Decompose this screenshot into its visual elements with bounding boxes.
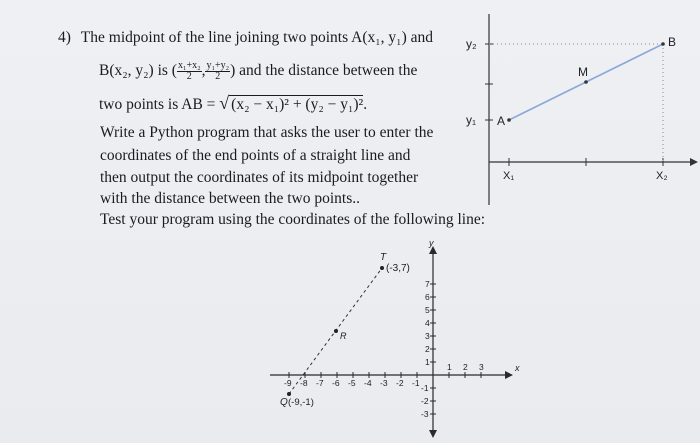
fraction-denominator: 2 bbox=[215, 70, 221, 82]
problem-line-2-suffix: ) and the distance between the bbox=[230, 62, 418, 79]
x-tick-label: -4 bbox=[364, 378, 372, 388]
fraction-denominator: 2 bbox=[186, 70, 192, 82]
distance-period: . bbox=[363, 96, 368, 113]
y-tick-group bbox=[421, 279, 436, 419]
distance-radicand: (x₂ − x₁)² + (y₂ − y₁)² bbox=[231, 96, 364, 113]
coordinate-plane bbox=[270, 238, 520, 438]
x-tick-label: -8 bbox=[300, 378, 308, 388]
point-m-label: M bbox=[578, 65, 588, 79]
x-tick-label: -5 bbox=[348, 378, 356, 388]
point-r-label: R bbox=[340, 331, 347, 341]
bottom-x-axis-arrow bbox=[505, 371, 513, 379]
x-tick-label: -7 bbox=[316, 378, 324, 388]
x-axis-label: x bbox=[515, 363, 520, 373]
x-tick-label: 2 bbox=[463, 362, 468, 372]
y-tick-label: 2 bbox=[425, 344, 430, 354]
y-tick-label: 4 bbox=[425, 318, 430, 328]
point-b bbox=[661, 42, 665, 46]
x-tick-label: -3 bbox=[380, 378, 388, 388]
y-tick-label: 5 bbox=[425, 305, 430, 315]
point-q-label: Q bbox=[280, 397, 288, 408]
problem-line-1-text: The midpoint of the line joining two points A(x₁, y₁) and bbox=[80, 29, 433, 46]
fraction-numerator: x₁+x₂ bbox=[177, 59, 201, 71]
x-tick-label: 1 bbox=[447, 362, 452, 372]
top-x-axis-arrow bbox=[690, 158, 698, 166]
y-tick-label: -2 bbox=[421, 396, 429, 406]
y-tick-label: 3 bbox=[425, 331, 430, 341]
point-a bbox=[507, 118, 511, 122]
y-axis-label: y bbox=[429, 238, 434, 248]
point-t-coords: (-3,7) bbox=[386, 263, 410, 274]
x-tick-label: -2 bbox=[396, 378, 404, 388]
y-tick-label: 6 bbox=[425, 292, 430, 302]
y-tick-label: -1 bbox=[421, 383, 429, 393]
point-r bbox=[334, 329, 338, 333]
test-instruction: Test your program using the coordinates of the following line: bbox=[100, 211, 486, 228]
fraction-numerator: y₁+y₂ bbox=[206, 59, 230, 71]
bottom-y-axis-arrow-down bbox=[429, 430, 437, 438]
point-a-label: A bbox=[497, 114, 506, 128]
x2-label: X₂ bbox=[656, 170, 668, 182]
y-tick-label: 1 bbox=[425, 357, 430, 367]
fraction-comma: , bbox=[201, 62, 206, 79]
y2-label: y₂ bbox=[466, 37, 477, 51]
point-t-label: T bbox=[380, 252, 387, 263]
problem-line-2-prefix: B(x₂, y₂) is ( bbox=[99, 62, 177, 79]
point-m bbox=[584, 80, 588, 84]
x-tick-label: -6 bbox=[332, 378, 340, 388]
para2-line-3: then output the coordinates of its midpoint together bbox=[100, 169, 419, 186]
distance-prefix: two points is AB = bbox=[99, 96, 220, 113]
y-tick-label: 7 bbox=[425, 279, 430, 289]
x1-label: X₁ bbox=[503, 170, 515, 182]
problem-number: 4) bbox=[58, 29, 71, 46]
point-t bbox=[380, 266, 384, 270]
para2-line-2: coordinates of the end points of a straight line and bbox=[100, 147, 411, 164]
para2-line-1: Write a Python program that asks the user to enter the bbox=[100, 124, 434, 141]
point-q bbox=[287, 392, 291, 396]
para2-line-4: with the distance between the two points.. bbox=[100, 190, 360, 207]
x-tick-label: -1 bbox=[412, 378, 420, 388]
y1-label: y₁ bbox=[466, 113, 477, 127]
x-tick-label: -9 bbox=[284, 378, 292, 388]
x-tick-label: 3 bbox=[479, 362, 484, 372]
point-b-label: B bbox=[668, 35, 677, 49]
point-q-coords: (-9,-1) bbox=[288, 397, 314, 408]
y-tick-label: -3 bbox=[421, 409, 429, 419]
sqrt-icon: √ bbox=[219, 93, 230, 113]
